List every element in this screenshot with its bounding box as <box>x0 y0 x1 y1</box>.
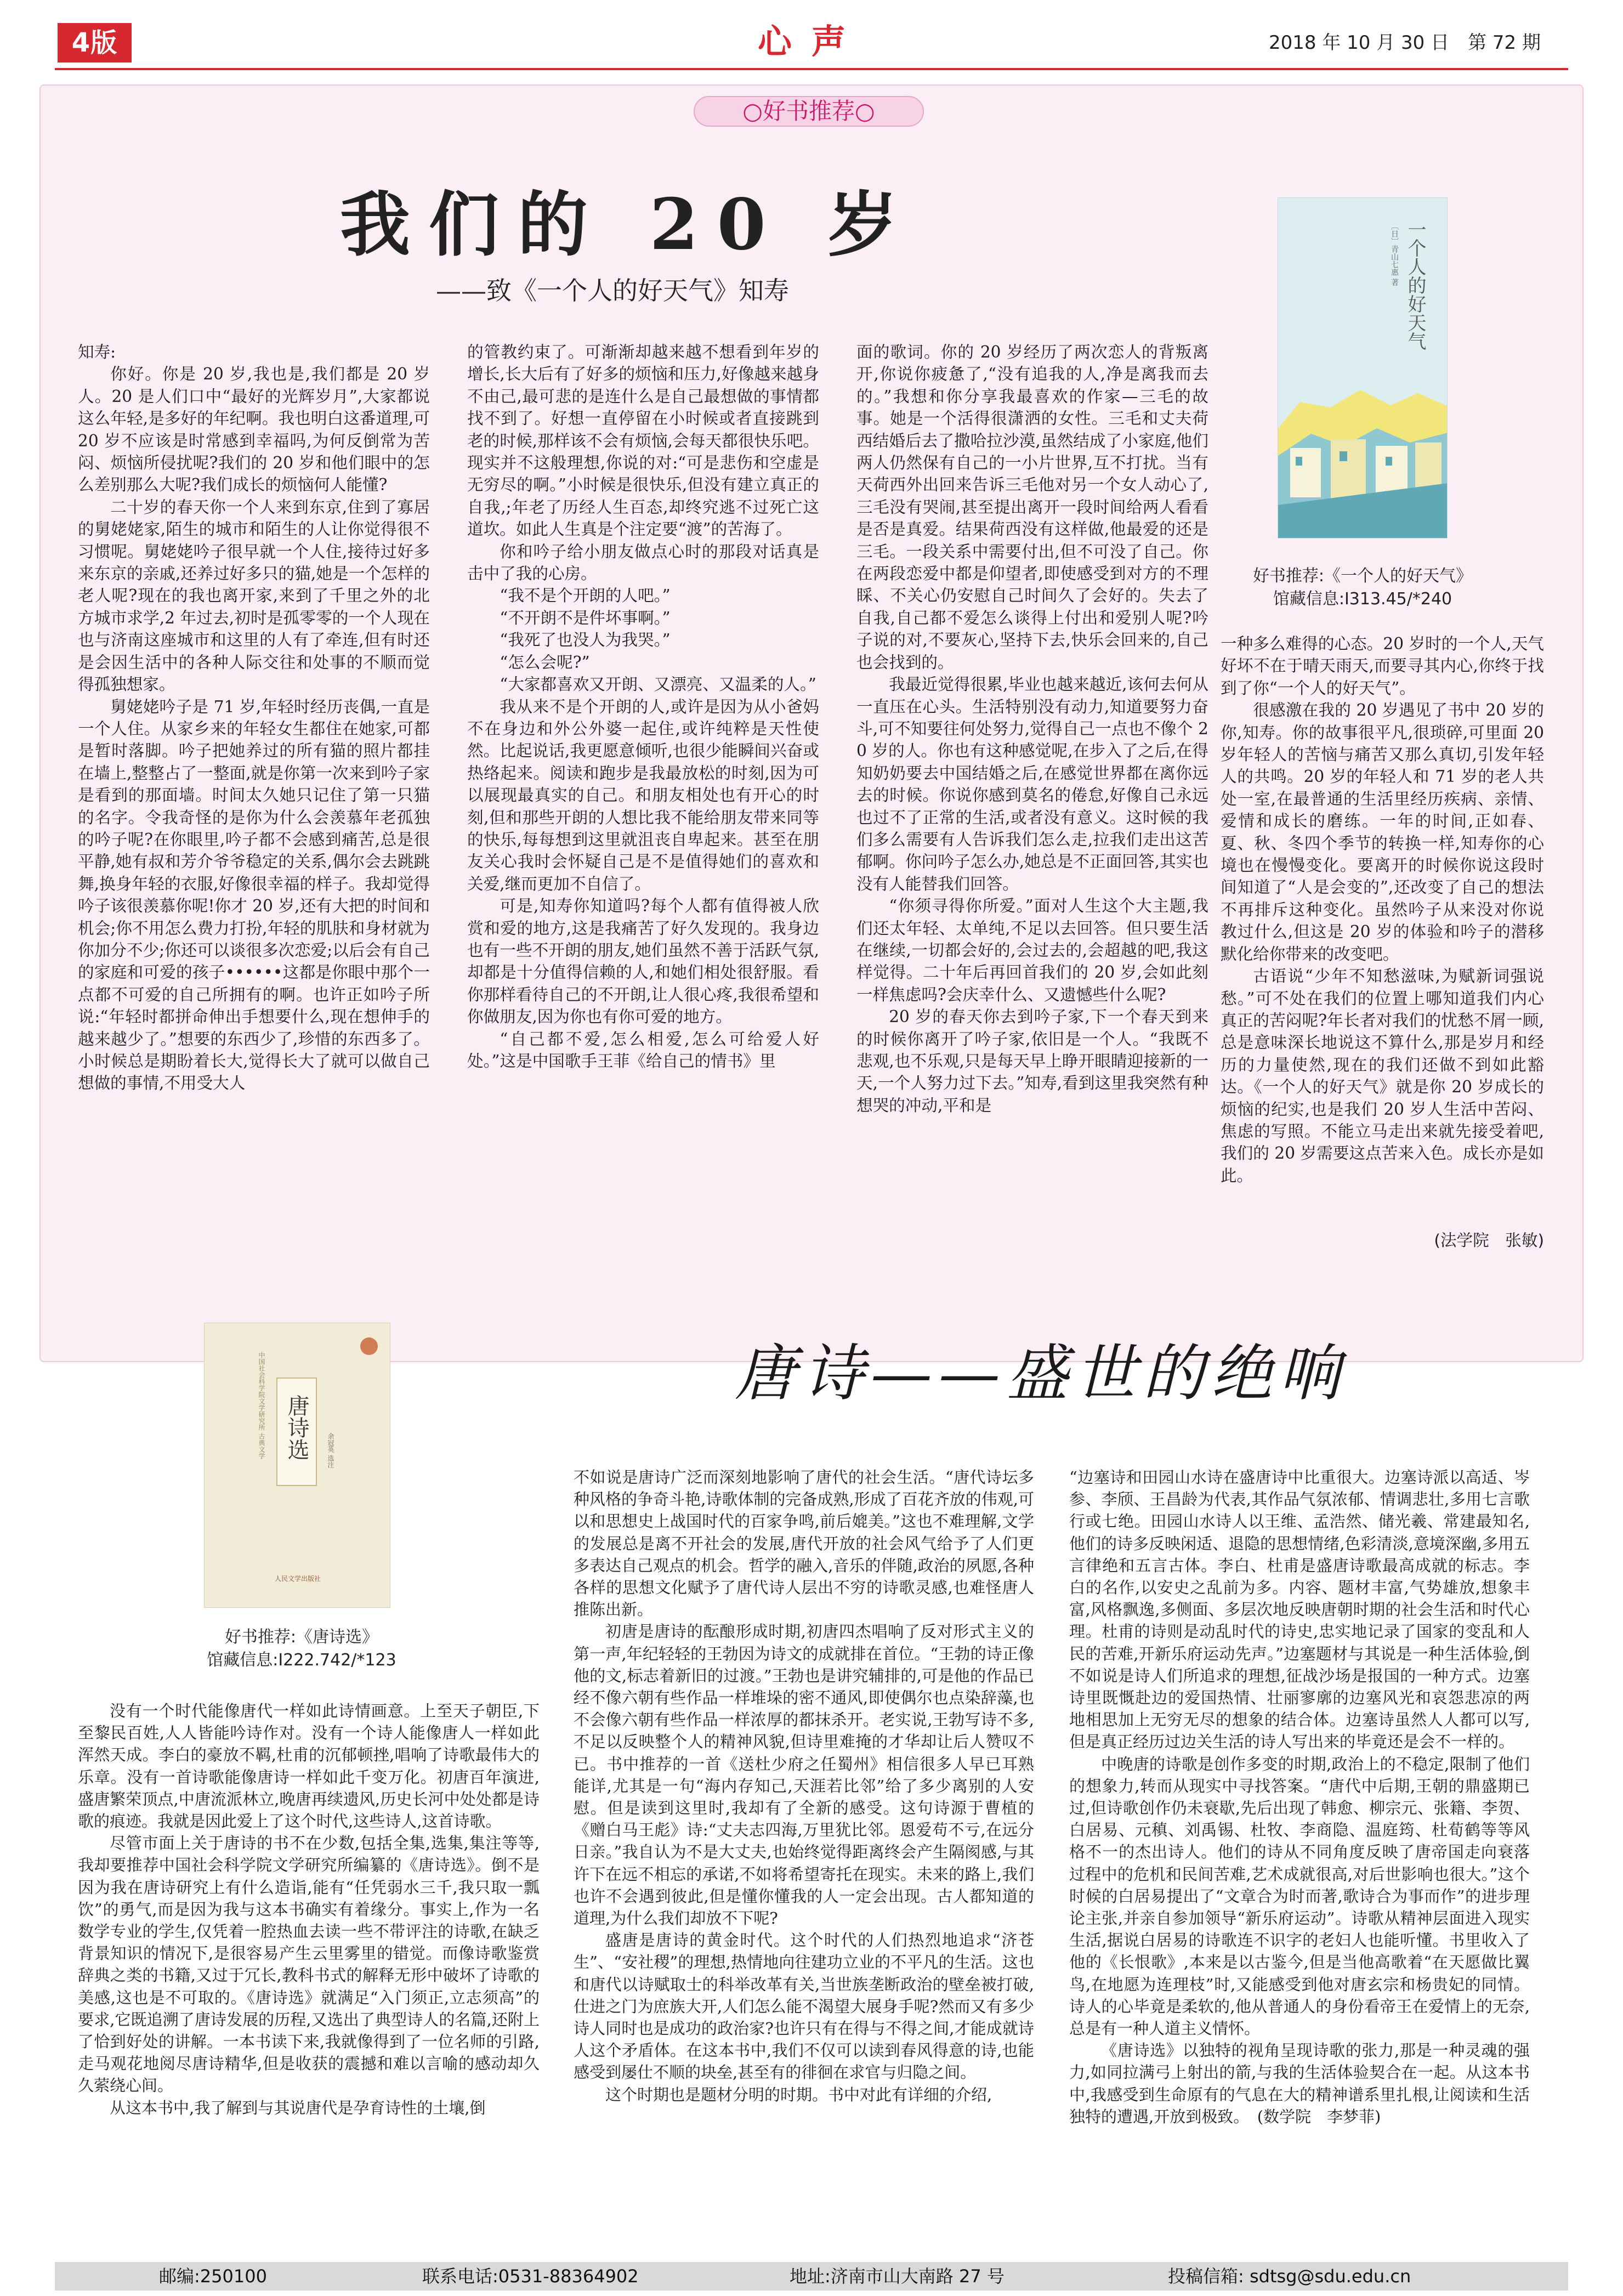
article2-column-2 <box>574 1466 1034 2106</box>
paragraph: 知寿: <box>78 343 116 361</box>
paragraph: “大家都喜欢又开朗、又漂亮、又温柔的人。” <box>500 675 816 694</box>
book1-caption-title: 好书推荐:《一个人的好天气》 <box>1252 566 1473 586</box>
paragraph: 尽管市面上关于唐诗的书不在少数,包括全集,选集,集注等等,我却要推荐中国社会科学院文学研究所编纂的《唐诗选》。倒不是因为我在唐诗研究上有什么造诣,能有“任凭弱水三千,我只取一瓢饮”的勇气,而是因为我与这本书确实有着缘分。事实上,作为一名数学专业的学生,仅凭着一腔热血去读一些不带评注的诗歌,在缺乏背景知识的情况下,是很容易产生云里雾里的错觉。而像诗歌鉴赏辞典之类的书籍,又过于冗长,教科书式的解释无形中破坏了诗歌的美感,这也是不可取的。《唐诗选》就满足“入门须正,立志须高”的要求,它既追溯了唐诗发展的历程,又选出了典型诗人的名篇,还附上了恰到好处的讲解。一本书读下来,我就像得到了一位名师的引路,走马观花地阅尽唐诗精华,但是收获的震撼和难以言喻的感动却久久萦绕心间。 <box>78 1834 540 2095</box>
article2-column-3 <box>1069 1466 1530 2128</box>
footer-email: 投稿信箱: sdtsg@sdu.edu.cn <box>1168 2266 1411 2287</box>
paragraph: 不如说是唐诗广泛而深刻地影响了唐代的社会生活。“唐代诗坛多种风格的争奇斗艳,诗歌体制的完备成熟,形成了百花齐放的伟观,可以和思想史上战国时代的百家争鸣,前后媲美。”这也不难理解,文学的发展总是离不开社会的发展,唐代开放的社会风气给予了人们更多表达自己观点的机会。哲学的融入,音乐的伴随,政治的夙愿,各种各样的思想文化赋予了唐代诗人层出不穷的诗歌灵感,也难怪唐人推陈出新。 <box>574 1468 1034 1619</box>
article1-column-3 <box>856 341 1208 1116</box>
paragraph: 你好。你是 20 岁,我也是,我们都是 20 岁人。20 是人们口中“最好的光辉岁月”,大家都说这么年轻,是多好的年纪啊。我也明白这番道理,可 20 岁不应该是时常感到幸福吗,为何反倒常为苦闷、烦恼所侵扰呢?我们的 20 岁和他们眼中的怎么差别那么大呢?我们成长的烦恼何人能懂? <box>78 365 430 495</box>
footer-postcode: 邮编:250100 <box>159 2266 267 2287</box>
book-cover-tang-poems <box>204 1323 390 1608</box>
book1-caption <box>1225 565 1500 611</box>
paragraph: “我死了也没人为我哭。” <box>500 631 671 650</box>
book2-cover-title: 唐诗选 <box>284 1394 309 1460</box>
issue-date: 2018 年 10 月 30 日 第 72 期 <box>1269 32 1541 54</box>
paragraph: “我不是个开朗的人吧。” <box>500 586 671 605</box>
book2-caption <box>164 1626 439 1672</box>
paragraph: 我从来不是个开朗的人,或许是因为从小爸妈不在身边和外公外婆一起住,或许纯粹是天性使然。比起说话,我更愿意倾听,也很少能瞬间兴奋或热络起来。阅读和跑步是我最放松的时刻,因为可以展现最真实的自己。和朋友相处也有开心的时刻,但和那些开朗的人想比我不能给朋友带来同等的快乐,每每想到这里就沮丧自卑起来。甚至在朋友关心我时会怀疑自己是不是值得她们的喜欢和关爱,继而更加不自信了。 <box>467 697 819 893</box>
paragraph: 我最近觉得很累,毕业也越来越近,该何去何从一直压在心头。生活特别没有动力,知道要努力奋斗,可不知要往何处努力,觉得自己一点也不像个 20 岁的人。你也有这种感觉呢,在步入了之后,在得知奶奶要去中国结婚之后,在感觉世界都在离你远去的时候。你说你感到莫名的倦怠,好像自己永远也过不了正常的生活,或者没有意义。这时候的我们多么需要有人告诉我们怎么走,拉我们走出这苦郁啊。你问吟子怎么办,她总是不正面回答,其实也没有人能替我们回答。 <box>856 675 1208 893</box>
publisher-logo <box>360 1337 378 1355</box>
book2-caption-title: 好书推荐:《唐诗选》 <box>224 1628 379 1647</box>
article1-signature: (法学院 张敏) <box>1434 1231 1544 1250</box>
section-title: 心声 <box>757 21 865 61</box>
book1-cover-author: 〔日〕青山七惠 著 <box>1390 222 1399 286</box>
paragraph: “你须寻得你所爱。”面对人生这个大主题,我们还太年轻、太单纯,不足以去回答。但只要生活在继续,一切都会好的,会过去的,会超越的吧,我这样觉得。二十年后再回首我们的 20 岁,会如此刻一样焦虑吗?会庆幸什么、又遗憾些什么呢? <box>856 897 1208 1004</box>
paragraph: “不开朗不是件坏事啊。” <box>500 608 671 627</box>
paragraph: 中晚唐的诗歌是创作多变的时期,政治上的不稳定,限制了他们的想象力,转而从现实中寻找答案。“唐代中后期,王朝的鼎盛期已过,但诗歌创作仍未衰歇,先后出现了韩愈、柳宗元、张籍、李贺、白居易、元稹、刘禹锡、杜牧、李商隐、温庭筠、杜荀鹤等等风格不一的杰出诗人。他们的诗从不同角度反映了唐帝国走向衰落过程中的危机和民间苦难,艺术成就很高,对后世影响也很大。”这个时候的白居易提出了“文章合为时而著,歌诗合为事而作”的进步理论主张,并亲自参加领导“新乐府运动”。诗歌从精神层面进入现实生活,据说白居易的诗歌连不识字的老妇人也能听懂。书里收入了他的《长恨歌》,本来是以古鉴今,但是当他高歌着“在天愿做比翼鸟,在地愿为连理枝”时,又能感受到他对唐玄宗和杨贵妃的同情。诗人的心毕竟是柔软的,他从普通人的身份看帝王在爱情上的无奈,总是有一种人道主义情怀。 <box>1069 1754 1530 2038</box>
section-banner: ○好书推荐○ <box>742 98 875 124</box>
article1-column-4 <box>1221 633 1544 1187</box>
header-rule <box>55 68 1568 70</box>
book2-cover-side-text: 中国社会科学院文学研究所 古典文学 <box>258 1352 265 1459</box>
book-cover-one-person-weather <box>1278 197 1448 538</box>
article1-column-2 <box>467 341 819 1072</box>
paragraph: “边塞诗和田园山水诗在盛唐诗中比重很大。边塞诗派以高适、岑参、李颀、王昌龄为代表,其作品气氛浓郁、情调悲壮,多用七言歌行或七绝。田园山水诗人以王维、孟浩然、储光羲、常建最知名,他们的诗多反映闲适、退隐的思想情绪,色彩清淡,意境深幽,多用五言律绝和五言古体。李白、杜甫是盛唐诗歌最高成就的标志。李白的名作,以安史之乱前为多。内容、题材丰富,气势雄放,想象丰富,风格飘逸,多侧面、多层次地反映唐朝时期的社会生活和时代心理。杜甫的诗则是动乱时代的诗史,忠实地记录了国家的变乱和人民的苦难,开新乐府运动先声。”边塞题材与其说是一种生活体验,倒不如说是诗人们所追求的理想,征战沙场是报国的一种方式。边塞诗里既慨赴边的爱国热情、壮丽寥廓的边塞风光和哀怨悲凉的两地相思加上无穷无尽的想象的结合体。边塞诗虽然人人都可以写,但是真正经历过边关生活的诗人写出来的毕竟还是会不一样的。 <box>1069 1468 1530 1751</box>
paragraph: 这个时期也是题材分明的时期。书中对此有详细的介绍, <box>605 2085 992 2104</box>
footer-bar <box>55 2262 1568 2291</box>
paragraph: 二十岁的春天你一个人来到东京,住到了寡居的舅姥姥家,陌生的城市和陌生的人让你觉得很不习惯呢。舅姥姥吟子很早就一个人住,接待过好多来东京的亲戚,还养过好多只的猫,她是一个怎样的老人呢?现在的我也离开家,来到了千里之外的北方城市求学,2 年过去,初时是孤零零的一个人现在也与济南这座城市和这里的人有了牵连,但有时还是会因生活中的各种人际交往和处事的不顺而觉得孤独想家。 <box>78 497 430 694</box>
book2-cover-publisher: 人民文学出版社 <box>274 1575 321 1583</box>
book2-illustration <box>205 1323 390 1608</box>
article2-column-1 <box>78 1700 540 2119</box>
paragraph: 从这本书中,我了解到与其说唐代是孕育诗性的土壤,倒 <box>110 2098 486 2117</box>
paragraph: 初唐是唐诗的酝酿形成时期,初唐四杰唱响了反对形式主义的第一声,年纪轻轻的王勃因为诗文的成就排在首位。“王勃的诗正像他的文,标志着新旧的过渡。”王勃也是讲究辅排的,可是他的作品已经不像六朝有些作品一样堆垛的密不通风,即使偶尔也点染辞藻,也不会像六朝有些作品一样浓厚的都抹杀开。老实说,王勃写诗不多,不足以反映整个人的精神风貌,但诗里难掩的才华却让后人赞叹不已。书中推荐的一首《送杜少府之任蜀州》相信很多人早已耳熟能详,尤其是一句“海内存知己,天涯若比邻”给了多少离别的人安慰。但是读到这里时,我却有了全新的感受。这句诗源于曹植的《赠白马王彪》诗:“丈夫志四海,万里犹比邻。恩爱苟不亏,在远分日亲。”我自认为不是大丈夫,也始终觉得距离终会产生隔阂感,与其许下在远不相忘的承诺,不如将希望寄托在现实。未来的路上,我们也许不会遇到彼此,但是懂你懂我的人一定会出现。古人都知道的道理,为什么我们却放不下呢? <box>574 1622 1034 1928</box>
book2-caption-callno: 馆藏信息:I222.742/*123 <box>207 1651 396 1670</box>
paragraph: 面的歌词。你的 20 岁经历了两次恋人的背叛离开,你说你疲惫了,“没有追我的人,净是离我而去的。”我想和你分享我最喜欢的作家—三毛的故事。她是一个活得很潇洒的女性。三毛和丈夫荷西结婚后去了撒哈拉沙漠,虽然结成了小家庭,他们两人仍然保有自己的一小片世界,互不打扰。当有天荷西外出回来告诉三毛他对另一个女人动心了,三毛没有哭闹,甚至提出离开一段时间给两人看看是否是真爱。结果荷西没有这样做,他最爱的还是三毛。一段关系中需要付出,但不可没了自己。你在两段恋爱中都是仰望者,即使感受到对方的不理睬、不关心仍安慰自己时间久了会好的。失去了自我,自己都不爱怎么谈得上付出和爱别人呢?吟子说的对,不要灰心,坚持下去,快乐会回来的,自己也会找到的。 <box>856 343 1208 672</box>
paragraph: 一种多么难得的心态。20 岁时的一个人,天气好坏不在于晴天雨天,而要寻其内心,你终于找到了你“一个人的好天气”。 <box>1221 634 1544 698</box>
article1-subtitle: ——致《一个人的好天气》知寿 <box>436 276 789 305</box>
footer-phone: 联系电话:0531-88364902 <box>422 2266 639 2287</box>
paragraph: 盛唐是唐诗的黄金时代。这个时代的人们热烈地追求“济苍生”、“安社稷”的理想,热情地向往建功立业的不平凡的生活。这也和唐代以诗赋取士的科举改革有关,当世族垄断政治的壁垒被打破,仕进之门为庶族大开,人们怎么能不渴望大展身手呢?然而又有多少诗人同时也是成功的政治家?也许只有在得与不得之间,才能成就诗人这个矛盾体。在这本书中,我们不仅可以读到春风得意的诗,也能感受到屡仕不顺的块垒,甚至有的徘徊在求官与归隐之间。 <box>574 1931 1034 2082</box>
paragraph: 可是,知寿你知道吗?每个人都有值得被人欣赏和爱的地方,这是我痛苦了好久发现的。我身边也有一些不开朗的朋友,她们虽然不善于活跃气氛,却都是十分值得信赖的人,和她们相处很舒服。看你那样看待自己的不开朗,让人很心疼,我很希望和你做朋友,因为你也有你可爱的地方。 <box>467 897 819 1027</box>
paragraph: 《唐诗选》以独特的视角呈现诗歌的张力,那是一种灵魂的强力,如同拉满弓上射出的箭,与我的生活体验契合在一起。从这本书中,我感受到生命原有的气息在大的精神谱系里扎根,让阅读和生活独特的遭遇,开放到极致。 (数学院 李梦菲) <box>1069 2041 1530 2126</box>
book1-illustration <box>1278 198 1448 538</box>
book1-caption-callno: 馆藏信息:I313.45/*240 <box>1273 589 1452 609</box>
paragraph: 古语说“少年不知愁滋味,为赋新词强说愁。”可不处在我们的位置上哪知道我们内心真正的苦闷呢?年长者对我们的忧愁不屑一顾,总是意味深长地说这不算什么,那是岁月和经历的力量使然,现在的我们还做不到如此豁达。《一个人的好天气》就是你 20 岁成长的烦恼的纪实,也是我们 20 岁人生活中苦闷、焦虑的写照。不能立马走出来就先接受着吧,我们的 20 岁需要这点苦来入色。成长亦是如此。 <box>1221 967 1544 1185</box>
footer-address: 地址:济南市山大南路 27 号 <box>790 2266 1005 2287</box>
paragraph: 的管教约束了。可渐渐却越来越不想看到年岁的增长,长大后有了好多的烦恼和压力,好像越来越身不由己,最可悲的是连什么是自己最想做的事情都找不到了。好想一直停留在小时候或者直接跳到老的时候,那样该不会有烦恼,会每天都很快乐吧。现实并不这般理想,你说的对:“可是悲伤和空虚是无穷尽的啊。”小时候是很快乐,但没有建立真正的自我,;年老了历经人生百态,却终究逃不过死亡这道坎。如此人生真是个注定要“渡”的苦海了。 <box>467 343 819 539</box>
paragraph: 你和吟子给小朋友做点心时的那段对话真是击中了我的心房。 <box>467 542 819 583</box>
paragraph: 很感激在我的 20 岁遇见了书中 20 岁的你,知寿。你的故事很平凡,很琐碎,可里面 20 岁年轻人的苦恼与痛苦又那么真切,引发年轻人的共鸣。20 岁的年轻人和 71 岁的老人共处一室,在最普通的生活里经历疾病、亲情、爱情和成长的磨练。一年的时间,正如春、夏、秋、冬四个季节的转换一样,知寿你的心境也在慢慢变化。要离开的时候你说这段时间知道了“人是会变的”,还改变了自己的想法不再排斥这种变化。虽然吟子从来没对你说教过什么,但这是 20 岁的体验和吟子的潜移默化给你带来的改变吧。 <box>1221 701 1544 963</box>
paragraph: 没有一个时代能像唐代一样如此诗情画意。上至天子朝臣,下至黎民百姓,人人皆能吟诗作对。没有一个诗人能像唐人一样如此浑然天成。李白的豪放不羁,杜甫的沉郁顿挫,唱响了诗歌最伟大的乐章。没有一首诗歌能像唐诗一样如此千变万化。初唐百年演进,盛唐繁荣顶点,中唐流派林立,晚唐再续遗风,历史长河中处处都是诗歌的痕迹。我就是因此爱上了这个时代,这些诗人,这首诗歌。 <box>78 1702 540 1831</box>
book2-cover-editor: 余冠英 选注 <box>327 1433 334 1468</box>
page-number-badge: 4版 <box>58 23 132 63</box>
paragraph: “自己都不爱,怎么相爱,怎么可给爱人好处。”这是中国歌手王菲《给自己的情书》里 <box>467 1029 819 1070</box>
article1-title: 我们的 20 岁 <box>340 184 917 266</box>
paragraph: 舅姥姥吟子是 71 岁,年轻时经历丧偶,一直是一个人住。从家乡来的年轻女生都住在她家,可都是暂时落脚。吟子把她养过的所有猫的照片都挂在墙上,整整占了一整面,就是你第一次来到吟子家是看到的那面墙。时间太久她只记住了第一只猫的名字。令我奇怪的是你为什么会羡慕年老孤独的吟子呢?在你眼里,吟子都不会感到痛苦,总是很平静,她有叔和芳介爷爷稳定的关系,偶尔会去跳跳舞,换身年轻的衣服,好像很幸福的样子。我却觉得吟子该很羡慕你呢!你才 20 岁,还有大把的时间和机会;你不用怎么费力打扮,年轻的肌肤和身材就为你加分不少;你还可以谈很多次恋爱;以后会有自己的家庭和可爱的孩子••••••这都是你眼中那个一点都不可爱的自己所拥有的啊。也许正如吟子所说:“年轻时都拼命伸出手想要什么,现在想伸手的越来越少了。”想要的东西少了,珍惜的东西多了。小时候总是期盼着长大,觉得长大了就可以做自己想做的事情,不用受大人 <box>78 697 430 1093</box>
paragraph: “怎么会呢?” <box>500 653 590 672</box>
article1-column-1 <box>78 341 430 1095</box>
paragraph: 20 岁的春天你去到吟子家,下一个春天到来的时候你离开了吟子家,依旧是一个人。“我既不悲观,也不乐观,只是每天早上睁开眼睛迎接新的一天,一个人努力过下去。”知寿,看到这里我突然有种想哭的冲动,平和是 <box>856 1007 1208 1115</box>
article2-title: 唐诗——盛世的绝响 <box>735 1338 1347 1409</box>
book1-cover-title: 一个人的好天气 <box>1404 220 1426 350</box>
